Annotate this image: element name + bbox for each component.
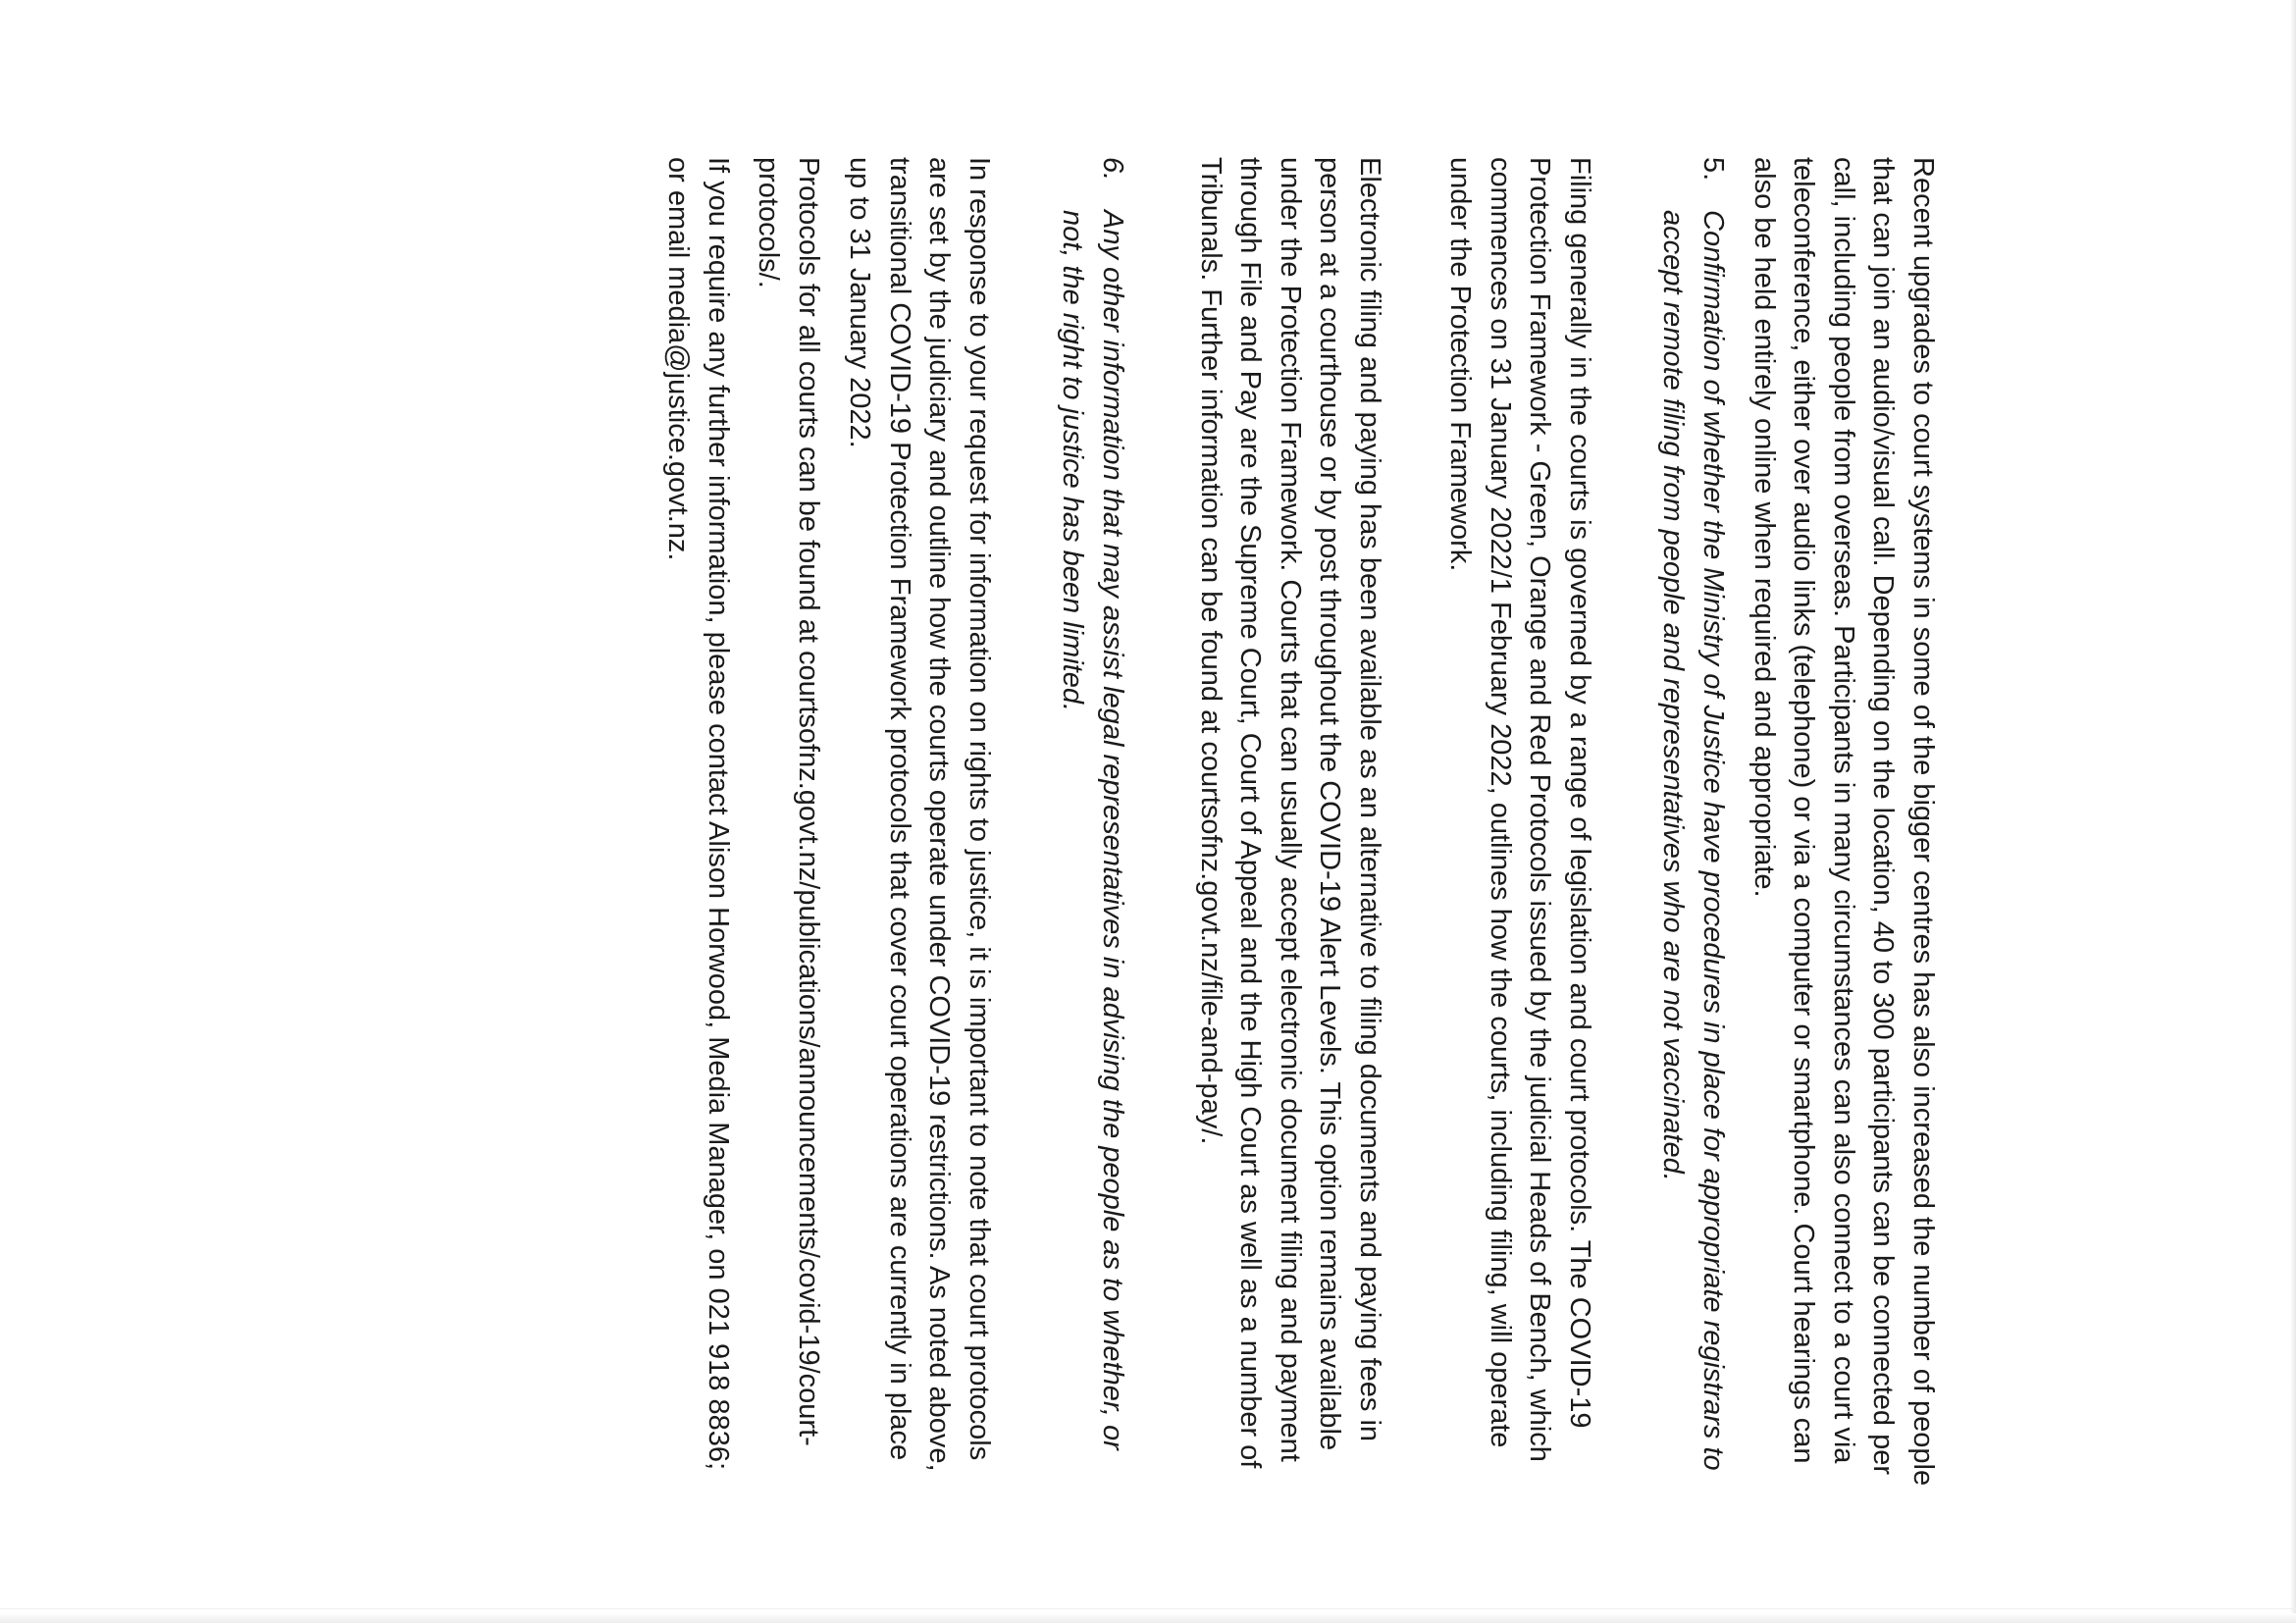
paragraph-rights-to-justice: In response to your request for information on rights to justice, it is important to note that court protocols are set by the judiciary and outline how the courts operate under COVID-19 restrictions. As noted above, transitional COVID-19 Protection Framework protocols that cover court operations are currently in place up to 31 January 2022. [844,157,995,1472]
question-5-text: Confirmation of whether the Ministry of Justice have procedures in place for appropriate registrars to accept remote filing from people and representatives who are not vaccinated. [1657,210,1729,1471]
paragraph-remote-participation: Recent upgrades to court systems in some of the bigger centres has also increased the number of people that can join an audio/visual call. Depending on the location, 40 to 300 participants can be connected per call, including people from overseas. Participants in many circumstances can also connect to a court via teleconference, either over audio links (telephone) or via a computer or smartphone. Court hearings can also be held entirely online when required and appropriate. [1748,157,1939,1487]
paragraph-protocols-link: Protocols for all courts can be found at courtsofnz.govt.nz/publications/announcements/covid-19/court-protocols/. [753,157,824,1446]
rotated-document-page [589,157,1943,1511]
question-6-number: 6. [1097,157,1128,182]
question-6 [1053,157,1132,1492]
scan-edge-bottom [0,1613,2296,1623]
paragraph-electronic-filing: Electronic filing and paying has been available as an alternative to filing documents and paying fees in person at a courthouse or by post throughout the COVID-19 Alert Levels. This option remains available under the Protection Framework. Courts that can usually accept electronic document filing and payment through File and Pay are the Supreme Court, Court of Appeal and the High Court as well as a number of Tribunals. Further information can be found at courtsofnz.govt.nz/file-and-pay/. [1195,157,1385,1469]
question-5-number: 5. [1697,157,1729,182]
question-5 [1653,157,1733,1492]
paragraph-filing-governance: Filing generally in the courts is governed by a range of legislation and court protocols. The COVID-19 Protection Framework - Green, Orange and Red Protocols issued by the judicial Heads of Bench, which commences on 31 January 2022/1 February 2022, outlines how the courts, including filing, will operate under the Protection Framework. [1444,157,1595,1462]
question-6-text: Any other information that may assist legal representatives in advising the people as to whether, or not, the right to justice has been limited. [1057,210,1128,1450]
scan-edge-right [2290,0,2296,1623]
paragraph-contact: If you require any further information, please contact Alison Horwood, Media Manager, on 021 918 8836; or email media@justice.govt.nz. [662,157,734,1471]
scan-line [0,1608,2296,1609]
